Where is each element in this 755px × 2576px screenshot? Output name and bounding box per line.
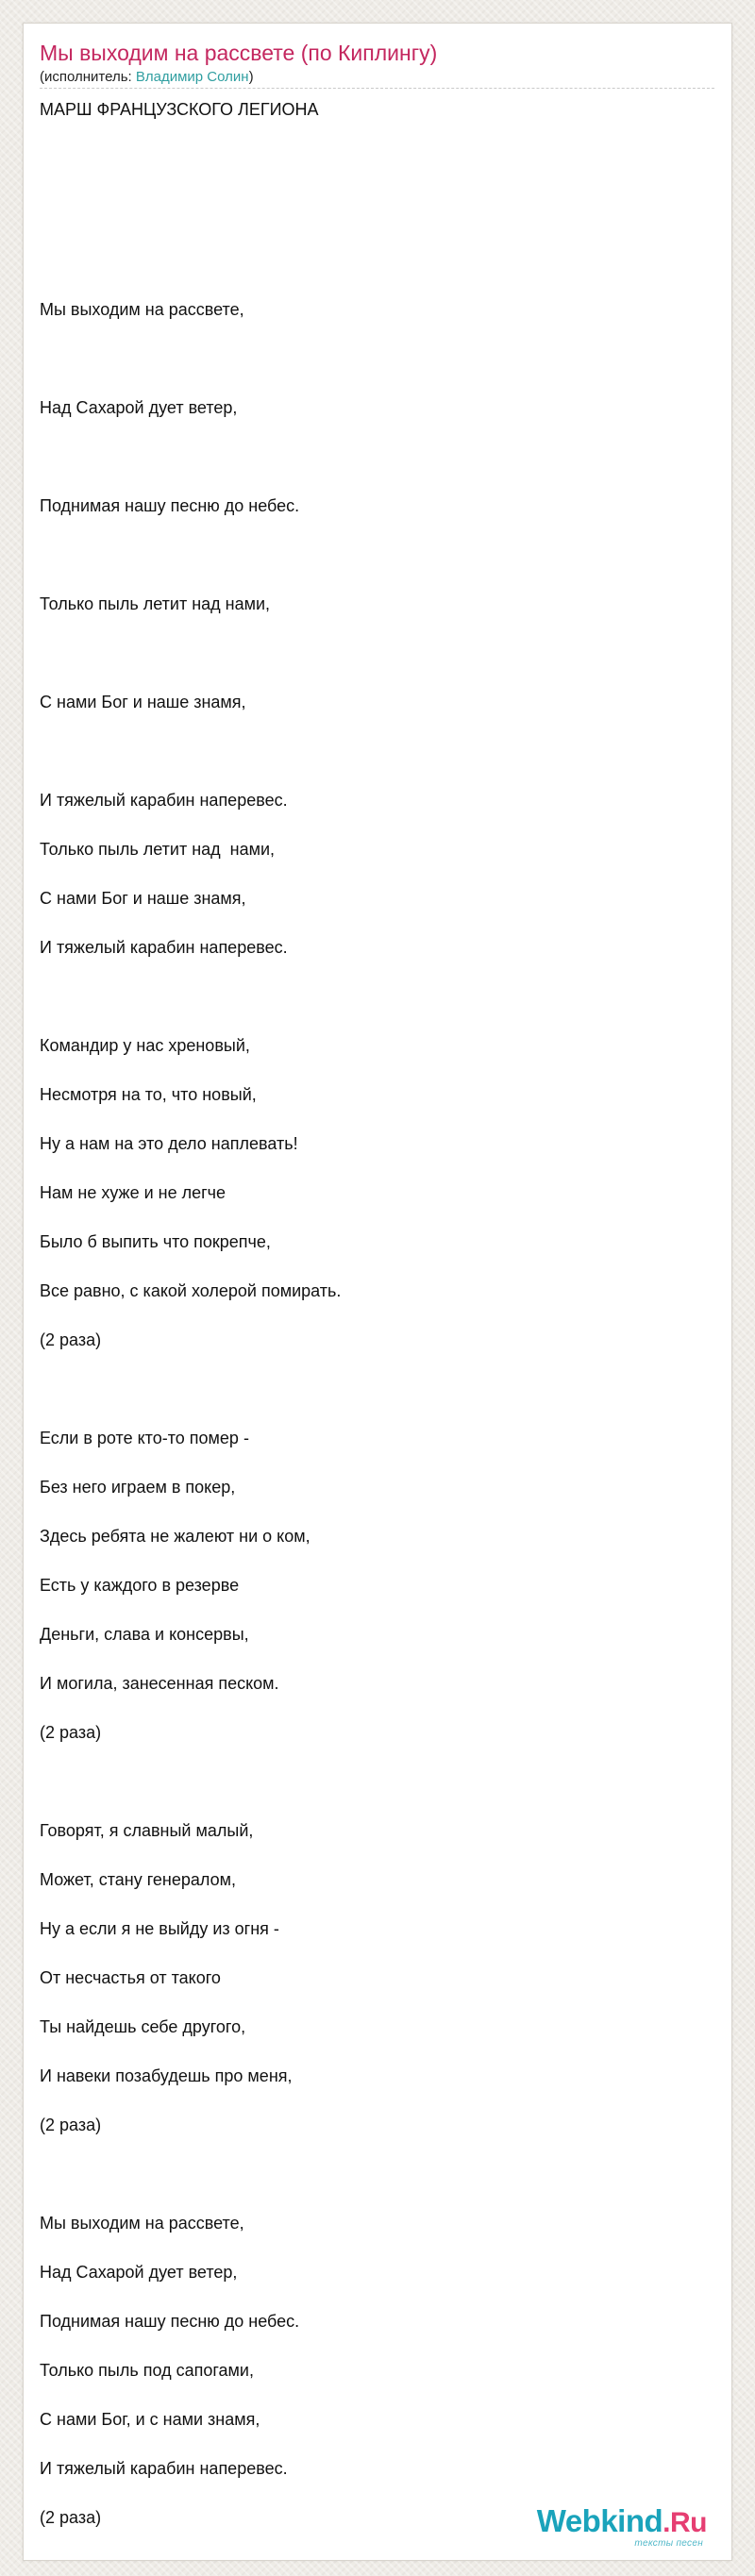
lyric-line: Если в роте кто-то помер -	[40, 1429, 249, 1447]
lyric-line: Командир у нас хреновый,	[40, 1036, 250, 1055]
performer-suffix: )	[248, 69, 254, 85]
logo-web: Web	[536, 2503, 601, 2538]
lyric-line: Ну а нам на это дело наплевать!	[40, 1134, 298, 1153]
lyric-line: Все равно, с какой холерой помирать.	[40, 1281, 342, 1300]
lyric-line: И тяжелый карабин наперевес.	[40, 938, 288, 957]
lyric-line: Ты найдешь себе другого,	[40, 2017, 246, 2036]
lyric-line: Только пыль летит над нами,	[40, 840, 276, 859]
lyric-line: Над Сахарой дует ветер,	[40, 2263, 238, 2282]
lyric-line: С нами Бог и наше знамя,	[40, 693, 246, 711]
lyric-line: (2 раза)	[40, 1330, 102, 1349]
lyric-line: От несчастья от такого	[40, 1968, 221, 1987]
lyric-line: И тяжелый карабин наперевес.	[40, 2459, 288, 2478]
performer-link[interactable]: Владимир Солин	[135, 69, 249, 85]
lyric-line: Только пыль летит над нами,	[40, 594, 271, 613]
lyric-line: И тяжелый карабин наперевес.	[40, 791, 288, 810]
lyrics-heading: МАРШ ФРАНЦУЗСКОГО ЛЕГИОНА	[40, 100, 319, 119]
performer-line	[40, 68, 254, 87]
lyric-line: Только пыль под сапогами,	[40, 2361, 254, 2380]
lyric-line: Несмотря на то, что новый,	[40, 1085, 257, 1104]
lyric-line: Поднимая нашу песню до небес.	[40, 2312, 300, 2331]
lyric-line: Может, стану генералом,	[40, 1870, 236, 1889]
webkind-logo[interactable]	[537, 2505, 707, 2549]
lyric-line: С нами Бог и наше знамя,	[40, 889, 246, 908]
lyric-line: (2 раза)	[40, 2116, 102, 2134]
logo-kind: kind	[600, 2503, 663, 2538]
song-title: Мы выходим на рассвете (по Киплингу)	[40, 41, 438, 65]
lyric-line: Было б выпить что покрепче,	[40, 1232, 271, 1251]
lyric-line: И могила, занесенная песком.	[40, 1674, 279, 1693]
lyric-line: С нами Бог, и с нами знамя,	[40, 2410, 260, 2429]
lyric-line: И навеки позабудешь про меня,	[40, 2066, 293, 2085]
lyric-line: (2 раза)	[40, 1723, 102, 1742]
performer-prefix: (исполнитель:	[40, 69, 136, 85]
lyric-line: Есть у каждого в резерве	[40, 1576, 240, 1595]
lyric-line: Деньги, слава и консервы,	[40, 1625, 249, 1644]
lyric-line: Поднимая нашу песню до небес.	[40, 496, 300, 515]
lyric-line: Нам не хуже и не легче	[40, 1183, 226, 1202]
logo-wordmark	[537, 2505, 707, 2539]
header-divider	[40, 88, 714, 89]
lyric-line: Без него играем в покер,	[40, 1478, 236, 1497]
lyrics-card	[23, 23, 732, 2561]
lyric-line: Мы выходим на рассвете,	[40, 300, 244, 319]
lyric-line: Говорят, я славный малый,	[40, 1821, 254, 1840]
lyric-line: Ну а если я не выйду из огня -	[40, 1919, 279, 1938]
logo-subtitle: тексты песен	[634, 2538, 703, 2549]
lyric-line: (2 раза)	[40, 2508, 102, 2527]
lyric-line: Над Сахарой дует ветер,	[40, 398, 238, 417]
logo-ru: .Ru	[663, 2507, 707, 2538]
lyric-line: Мы выходим на рассвете,	[40, 2214, 244, 2233]
lyric-line: Здесь ребята не жалеют ни о ком,	[40, 1527, 310, 1546]
